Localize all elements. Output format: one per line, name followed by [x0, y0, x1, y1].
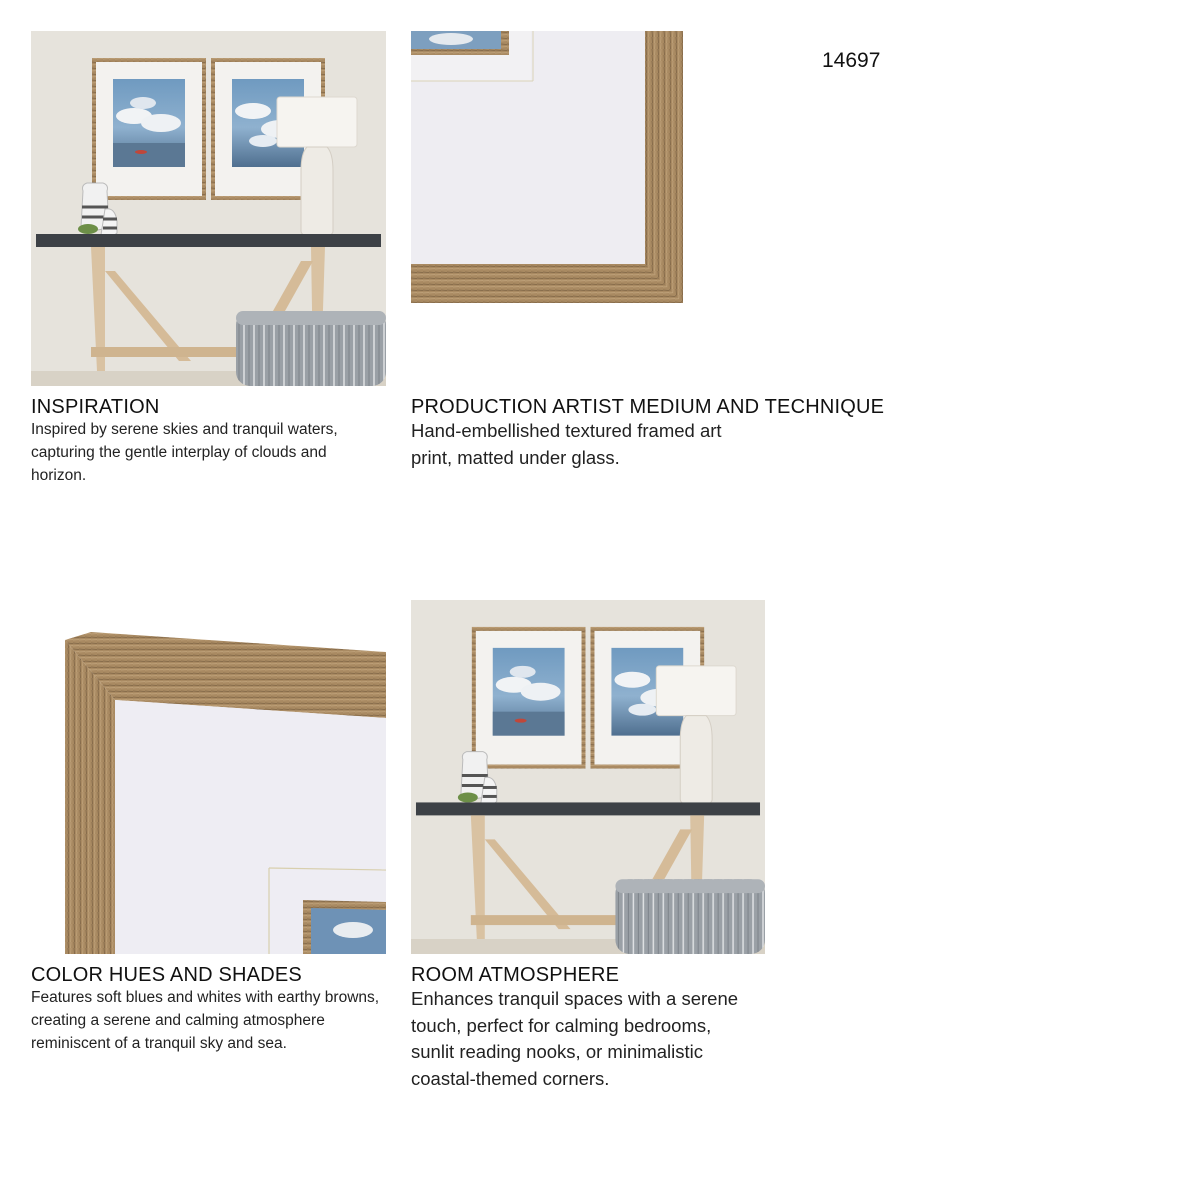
room-heading: ROOM ATMOSPHERE [411, 964, 620, 986]
frame-corner-angled-photo [31, 600, 386, 954]
color-heading: COLOR HUES AND SHADES [31, 964, 302, 986]
inspiration-heading: INSPIRATION [31, 396, 160, 418]
product-sku: 14697 [822, 49, 881, 72]
inspiration-room-photo [31, 31, 386, 386]
medium-heading: PRODUCTION ARTIST MEDIUM AND TECHNIQUE [411, 396, 885, 418]
frame-corner-closeup-photo [411, 31, 683, 303]
room-atmosphere-photo [411, 600, 765, 954]
color-text: Features soft blues and whites with earthy browns, creating a serene and calming atmosphere reminiscent of a tranquil sky and sea. [31, 989, 380, 1052]
inspiration-text: Inspired by serene skies and tranquil waters, capturing the gentle interplay of clouds and horizon. [31, 421, 338, 484]
room-text: Enhances tranquil spaces with a serene touch, perfect for calming bedrooms, sunlit reading nooks, or minimalistic coastal-themed corners. [411, 988, 739, 1089]
medium-text: Hand-embellished textured framed art print, matted under glass. [411, 420, 722, 468]
